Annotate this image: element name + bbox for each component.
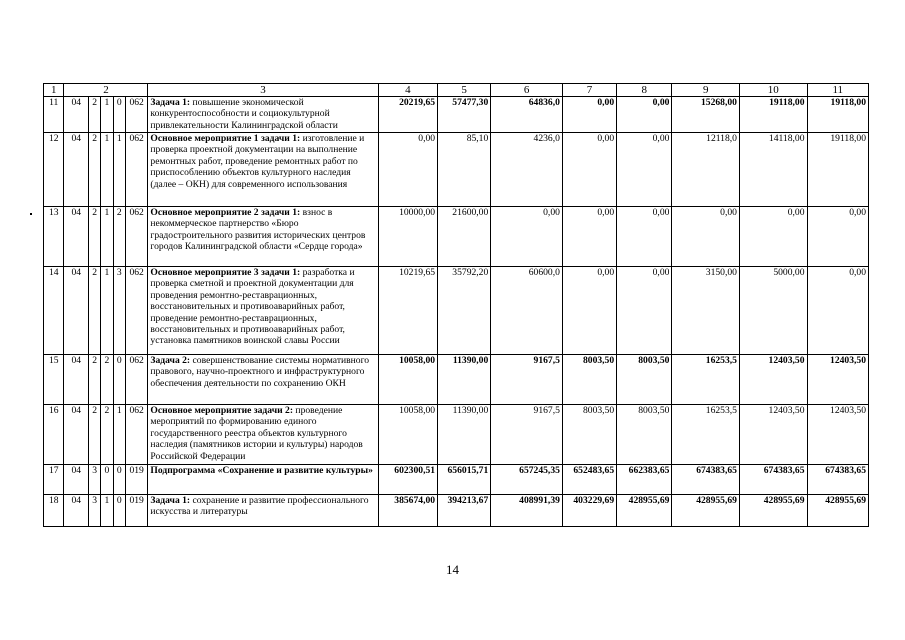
code-measure: 1 — [113, 405, 125, 465]
value-v9: 0,00 — [672, 207, 740, 267]
code-section: 04 — [64, 495, 89, 527]
code-measure: 3 — [113, 267, 125, 355]
code-subprogram: 2 — [89, 355, 101, 405]
code-subprogram: 3 — [89, 465, 101, 495]
table-row — [44, 495, 869, 527]
value-v4: 385674,00 — [378, 495, 437, 527]
value-v4: 20219,65 — [378, 97, 437, 133]
value-v11: 674383,65 — [807, 465, 868, 495]
header-col-11: 11 — [807, 84, 868, 97]
row-number: 17 — [44, 465, 64, 495]
table-row — [44, 405, 869, 465]
value-v5: 11390,00 — [438, 405, 491, 465]
row-number: 14 — [44, 267, 64, 355]
value-v6: 408991,39 — [491, 495, 563, 527]
code-section: 04 — [64, 405, 89, 465]
value-v8: 8003,50 — [617, 355, 672, 405]
value-v7: 0,00 — [562, 133, 616, 207]
value-v6: 64836,0 — [491, 97, 563, 133]
value-v10: 12403,50 — [739, 405, 807, 465]
code-task: 1 — [101, 267, 113, 355]
page-number: 14 — [446, 562, 459, 577]
code-task: 1 — [101, 97, 113, 133]
code-section: 04 — [64, 465, 89, 495]
value-v5: 35792,20 — [438, 267, 491, 355]
header-col-2: 2 — [64, 84, 148, 97]
value-v10: 428955,69 — [739, 495, 807, 527]
description-text: взнос в некоммерческое партнерство «Бюро градостроительного развития исторических центров городов Калининградской области «Сердце города» — [150, 207, 366, 253]
table-row — [44, 97, 869, 133]
description-text: изготовление и проверка проектной документации на выполнение ремонтных работ, проведение ремонтных работ по приспособлению объектов культурного наследия (далее – ОКН) для современного использования — [150, 133, 365, 190]
row-number: 11 — [44, 97, 64, 133]
header-col-8: 8 — [617, 84, 672, 97]
description-text: совершенствование системы нормативного правового, научно-проектного и инфраструктурного обеспечения деятельности по сохранению ОКН — [150, 355, 370, 389]
value-v8: 0,00 — [617, 97, 672, 133]
description-lead: Основное мероприятие задачи 2: — [150, 405, 294, 416]
table-row — [44, 207, 869, 267]
value-v6: 9167,5 — [491, 405, 563, 465]
code-subprogram: 2 — [89, 405, 101, 465]
value-v5: 85,10 — [438, 133, 491, 207]
code-department: 062 — [125, 405, 148, 465]
value-v4: 10000,00 — [378, 207, 437, 267]
value-v5: 57477,30 — [438, 97, 491, 133]
code-measure: 1 — [113, 133, 125, 207]
value-v11: 12403,50 — [807, 405, 868, 465]
description-cell — [148, 133, 378, 207]
value-v10: 5000,00 — [739, 267, 807, 355]
description-cell — [148, 267, 378, 355]
value-v6: 60600,0 — [491, 267, 563, 355]
table-row — [44, 133, 869, 207]
value-v11: 428955,69 — [807, 495, 868, 527]
code-task: 0 — [101, 465, 113, 495]
description-cell — [148, 97, 378, 133]
table-row — [44, 267, 869, 355]
description-lead: Основное мероприятие 2 задачи 1: — [150, 207, 301, 218]
description-lead: Основное мероприятие 3 задачи 1: — [150, 267, 301, 278]
value-v11: 19118,00 — [807, 133, 868, 207]
code-task: 1 — [101, 133, 113, 207]
code-measure: 0 — [113, 97, 125, 133]
code-department: 062 — [125, 207, 148, 267]
code-task: 2 — [101, 405, 113, 465]
header-col-4: 4 — [378, 84, 437, 97]
value-v5: 394213,67 — [438, 495, 491, 527]
value-v4: 0,00 — [378, 133, 437, 207]
code-subprogram: 2 — [89, 267, 101, 355]
description-cell — [148, 495, 378, 527]
code-task: 1 — [101, 495, 113, 527]
value-v7: 8003,50 — [562, 355, 616, 405]
row-number: 16 — [44, 405, 64, 465]
value-v9: 3150,00 — [672, 267, 740, 355]
value-v4: 602300,51 — [378, 465, 437, 495]
value-v5: 21600,00 — [438, 207, 491, 267]
value-v10: 12403,50 — [739, 355, 807, 405]
value-v5: 11390,00 — [438, 355, 491, 405]
header-col-9: 9 — [672, 84, 740, 97]
code-section: 04 — [64, 207, 89, 267]
code-measure: 0 — [113, 355, 125, 405]
code-measure: 0 — [113, 495, 125, 527]
code-subprogram: 2 — [89, 207, 101, 267]
description-text: проведение мероприятий по формированию единого государственного реестра объектов культурного наследия (памятников истории и культуры) народов Российской Федерации — [150, 405, 363, 462]
description-cell — [148, 355, 378, 405]
description-lead: Основное мероприятие 1 задачи 1: — [150, 133, 301, 144]
value-v6: 657245,35 — [491, 465, 563, 495]
description-cell — [148, 405, 378, 465]
header-col-10: 10 — [739, 84, 807, 97]
value-v10: 0,00 — [739, 207, 807, 267]
description-text: разработка и проверка сметной и проектной документации для проведения ремонтно-реставрационных, восстановительных и противоаварийных работ, проведение ремонтно-реставрационных, восстановительных и противоаварийных работ, установка памятников воинской славы России — [150, 267, 355, 347]
value-v4: 10058,00 — [378, 405, 437, 465]
row-number: 15 — [44, 355, 64, 405]
value-v9: 16253,5 — [672, 355, 740, 405]
code-subprogram: 3 — [89, 495, 101, 527]
value-v7: 0,00 — [562, 207, 616, 267]
code-department: 062 — [125, 355, 148, 405]
code-department: 062 — [125, 267, 148, 355]
table-row — [44, 355, 869, 405]
row-number: 13 — [44, 207, 64, 267]
value-v7: 8003,50 — [562, 405, 616, 465]
description-lead: Задача 2: — [150, 355, 191, 366]
value-v6: 4236,0 — [491, 133, 563, 207]
header-col-6: 6 — [491, 84, 563, 97]
code-section: 04 — [64, 97, 89, 133]
value-v8: 0,00 — [617, 267, 672, 355]
value-v10: 19118,00 — [739, 97, 807, 133]
code-task: 2 — [101, 355, 113, 405]
value-v6: 9167,5 — [491, 355, 563, 405]
value-v9: 16253,5 — [672, 405, 740, 465]
value-v9: 674383,65 — [672, 465, 740, 495]
description-cell — [148, 207, 378, 267]
code-section: 04 — [64, 133, 89, 207]
value-v4: 10058,00 — [378, 355, 437, 405]
code-measure: 0 — [113, 465, 125, 495]
code-section: 04 — [64, 267, 89, 355]
value-v7: 0,00 — [562, 97, 616, 133]
code-subprogram: 2 — [89, 133, 101, 207]
value-v8: 8003,50 — [617, 405, 672, 465]
value-v7: 0,00 — [562, 267, 616, 355]
value-v10: 14118,00 — [739, 133, 807, 207]
table-row — [44, 465, 869, 495]
description-lead: Задача 1: — [150, 495, 191, 506]
value-v8: 0,00 — [617, 133, 672, 207]
code-section: 04 — [64, 355, 89, 405]
value-v11: 0,00 — [807, 207, 868, 267]
description-text: повышение экономической конкурентоспособности и социокультурной привлекательности Калининградской области — [150, 97, 338, 131]
code-measure: 2 — [113, 207, 125, 267]
value-v10: 674383,65 — [739, 465, 807, 495]
header-col-1: 1 — [44, 84, 64, 97]
description-lead: Подпрограмма «Сохранение и развитие культуры» — [150, 465, 373, 476]
description-text: сохранение и развитие профессионального искусства и литературы — [150, 495, 369, 518]
value-v11: 12403,50 — [807, 355, 868, 405]
value-v8: 428955,69 — [617, 495, 672, 527]
header-row — [44, 84, 869, 97]
value-v11: 0,00 — [807, 267, 868, 355]
value-v7: 652483,65 — [562, 465, 616, 495]
value-v8: 662383,65 — [617, 465, 672, 495]
description-lead: Задача 1: — [150, 97, 191, 108]
value-v11: 19118,00 — [807, 97, 868, 133]
value-v7: 403229,69 — [562, 495, 616, 527]
header-col-5: 5 — [438, 84, 491, 97]
code-subprogram: 2 — [89, 97, 101, 133]
header-col-7: 7 — [562, 84, 616, 97]
description-cell — [148, 465, 378, 495]
value-v8: 0,00 — [617, 207, 672, 267]
stray-mark — [30, 213, 32, 215]
code-department: 019 — [125, 465, 148, 495]
row-number: 12 — [44, 133, 64, 207]
value-v4: 10219,65 — [378, 267, 437, 355]
value-v9: 428955,69 — [672, 495, 740, 527]
code-department: 062 — [125, 97, 148, 133]
budget-table — [43, 83, 869, 527]
header-col-3: 3 — [148, 84, 378, 97]
code-task: 1 — [101, 207, 113, 267]
value-v5: 656015,71 — [438, 465, 491, 495]
value-v6: 0,00 — [491, 207, 563, 267]
code-department: 062 — [125, 133, 148, 207]
code-department: 019 — [125, 495, 148, 527]
value-v9: 15268,00 — [672, 97, 740, 133]
value-v9: 12118,0 — [672, 133, 740, 207]
row-number: 18 — [44, 495, 64, 527]
